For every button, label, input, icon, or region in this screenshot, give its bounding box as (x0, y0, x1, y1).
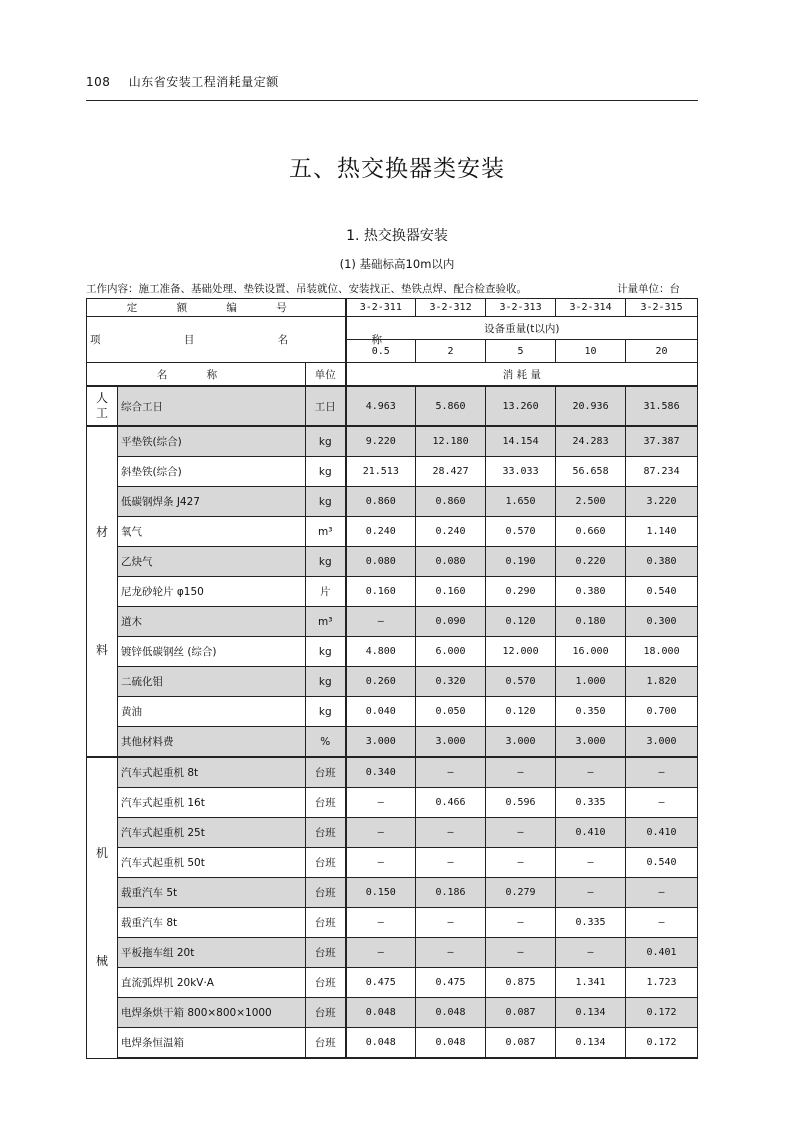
consumption-value: 0.080 (346, 547, 416, 577)
consumption-value: 87.234 (626, 457, 698, 487)
table-row (87, 968, 698, 998)
quota-table (86, 298, 698, 1059)
resource-unit: m³ (306, 607, 346, 637)
consumption-value: 0.290 (486, 577, 556, 607)
resource-unit: 片 (306, 577, 346, 607)
consumption-value: 3.000 (486, 727, 556, 758)
consumption-value: 0.240 (346, 517, 416, 547)
consumption-value: 33.033 (486, 457, 556, 487)
resource-unit: 台班 (306, 848, 346, 878)
weight-header-row (87, 317, 698, 340)
resource-unit: kg (306, 487, 346, 517)
quota-code: 3-2-313 (486, 299, 556, 317)
consumption-value: 0.340 (346, 757, 416, 788)
consumption-value: 0.335 (556, 788, 626, 818)
resource-name: 直流弧焊机 20kV·A (118, 968, 306, 998)
table-row (87, 386, 698, 426)
consumption-value: 3.000 (416, 727, 486, 758)
page-number: 108 (86, 75, 111, 89)
consumption-value: — (626, 788, 698, 818)
consumption-value: 0.180 (556, 607, 626, 637)
consumption-value: — (486, 938, 556, 968)
table-row (87, 757, 698, 788)
consumption-value: 1.000 (556, 667, 626, 697)
weight-value: 10 (556, 340, 626, 363)
consumption-value: 14.154 (486, 426, 556, 457)
consumption-value: 0.172 (626, 998, 698, 1028)
consumption-value: 56.658 (556, 457, 626, 487)
table-row (87, 1028, 698, 1059)
consumption-value: 0.260 (346, 667, 416, 697)
consumption-value: — (346, 908, 416, 938)
resource-name: 汽车式起重机 8t (118, 757, 306, 788)
resource-unit: 工日 (306, 386, 346, 426)
consumption-value: 1.140 (626, 517, 698, 547)
machinery-section (87, 757, 698, 1058)
table-row (87, 727, 698, 758)
weight-value: 2 (416, 340, 486, 363)
resource-unit: 台班 (306, 788, 346, 818)
resource-unit: 台班 (306, 818, 346, 848)
quota-code: 3-2-311 (346, 299, 416, 317)
consumption-value: 0.050 (416, 697, 486, 727)
resource-unit: 台班 (306, 938, 346, 968)
resource-name: 载重汽车 8t (118, 908, 306, 938)
resource-name: 汽车式起重机 25t (118, 818, 306, 848)
consumption-value: 0.134 (556, 998, 626, 1028)
table-row (87, 788, 698, 818)
consumption-value: 1.723 (626, 968, 698, 998)
consumption-value: 0.048 (416, 998, 486, 1028)
consumption-value: 0.090 (416, 607, 486, 637)
resource-name: 载重汽车 5t (118, 878, 306, 908)
consumption-value: 0.410 (556, 818, 626, 848)
consumption-value: 3.220 (626, 487, 698, 517)
consumption-value: — (416, 757, 486, 788)
work-content-row (86, 281, 698, 296)
resource-unit: 台班 (306, 998, 346, 1028)
consumption-value: — (556, 938, 626, 968)
consumption-value: 0.300 (626, 607, 698, 637)
table-row (87, 818, 698, 848)
consumption-value: 4.963 (346, 386, 416, 426)
consumption-value: — (416, 938, 486, 968)
resource-name: 平垫铁(综合) (118, 426, 306, 457)
table-row (87, 577, 698, 607)
consumption-value: 0.048 (346, 998, 416, 1028)
name-column-header: 名 称 (87, 363, 306, 387)
consumption-value: 0.160 (416, 577, 486, 607)
table-row (87, 457, 698, 487)
consumption-value: 9.220 (346, 426, 416, 457)
consumption-value: — (486, 848, 556, 878)
consumption-value: 18.000 (626, 637, 698, 667)
consumption-value: 12.000 (486, 637, 556, 667)
resource-unit: 台班 (306, 757, 346, 788)
consumption-value: 6.000 (416, 637, 486, 667)
quota-label: 定 额 编 号 (87, 299, 346, 317)
quota-code: 3-2-312 (416, 299, 486, 317)
table-row (87, 848, 698, 878)
consumption-value: — (486, 757, 556, 788)
consumption-value: 0.875 (486, 968, 556, 998)
sub-subsection-title: (1) 基础标高10m以内 (339, 257, 455, 271)
consumption-value: 0.380 (556, 577, 626, 607)
resource-name: 道木 (118, 607, 306, 637)
consumption-value: 20.936 (556, 386, 626, 426)
resource-unit: % (306, 727, 346, 758)
consumption-value: 0.120 (486, 607, 556, 637)
resource-unit: kg (306, 426, 346, 457)
consumption-value: 0.120 (486, 697, 556, 727)
item-name-label: 项 目 名 称 (87, 317, 346, 363)
consumption-value: 0.320 (416, 667, 486, 697)
machinery-category-label: 机 械 (87, 757, 118, 1058)
resource-unit: kg (306, 667, 346, 697)
resource-name: 其他材料费 (118, 727, 306, 758)
resource-name: 综合工日 (118, 386, 306, 426)
table-row (87, 547, 698, 577)
consumption-value: 0.160 (346, 577, 416, 607)
consumption-column-header: 消 耗 量 (346, 363, 698, 387)
resource-name: 汽车式起重机 16t (118, 788, 306, 818)
labor-section (87, 386, 698, 426)
running-header (86, 73, 279, 90)
consumption-value: 1.650 (486, 487, 556, 517)
consumption-value: 0.080 (416, 547, 486, 577)
consumption-value: — (346, 848, 416, 878)
consumption-value: 2.500 (556, 487, 626, 517)
consumption-value: 0.240 (416, 517, 486, 547)
consumption-value: 0.860 (416, 487, 486, 517)
consumption-value: 0.350 (556, 697, 626, 727)
resource-unit: kg (306, 457, 346, 487)
consumption-value: 37.387 (626, 426, 698, 457)
resource-unit: kg (306, 637, 346, 667)
weight-value: 20 (626, 340, 698, 363)
consumption-value: 0.172 (626, 1028, 698, 1059)
section-title: 五、热交换器类安装 (289, 156, 505, 182)
resource-name: 斜垫铁(综合) (118, 457, 306, 487)
work-content: 工作内容：施工准备、基础处理、垫铁设置、吊装就位、安装找正、垫铁点焊、配合检查验收。 (86, 283, 527, 295)
consumption-value: 0.700 (626, 697, 698, 727)
subsection-title: 1. 热交换器安装 (346, 228, 448, 244)
consumption-value: — (486, 818, 556, 848)
table-row (87, 667, 698, 697)
quota-code: 3-2-315 (626, 299, 698, 317)
consumption-value: — (626, 878, 698, 908)
consumption-value: 0.475 (346, 968, 416, 998)
resource-name: 平板拖车组 20t (118, 938, 306, 968)
consumption-value: 3.000 (626, 727, 698, 758)
materials-category-label: 材 料 (87, 426, 118, 757)
consumption-value: 1.820 (626, 667, 698, 697)
table-row (87, 878, 698, 908)
consumption-value: — (346, 788, 416, 818)
consumption-value: — (416, 908, 486, 938)
consumption-value: 0.860 (346, 487, 416, 517)
consumption-value: 0.087 (486, 998, 556, 1028)
resource-unit: 台班 (306, 878, 346, 908)
resource-name: 二硫化钼 (118, 667, 306, 697)
consumption-value: 0.048 (416, 1028, 486, 1059)
consumption-value: 16.000 (556, 637, 626, 667)
materials-section (87, 426, 698, 757)
weight-header: 设备重量(t以内) (346, 317, 698, 340)
table-row (87, 517, 698, 547)
consumption-value: 0.475 (416, 968, 486, 998)
resource-unit: 台班 (306, 908, 346, 938)
consumption-value: — (346, 607, 416, 637)
consumption-value: 0.279 (486, 878, 556, 908)
resource-name: 电焊条烘干箱 800×800×1000 (118, 998, 306, 1028)
consumption-value: — (556, 757, 626, 788)
resource-unit: 台班 (306, 968, 346, 998)
resource-name: 乙炔气 (118, 547, 306, 577)
consumption-value: — (626, 908, 698, 938)
resource-name: 镀锌低碳钢丝 (综合) (118, 637, 306, 667)
resource-name: 低碳钢焊条 J427 (118, 487, 306, 517)
consumption-value: 0.134 (556, 1028, 626, 1059)
consumption-value: 0.410 (626, 818, 698, 848)
resource-unit: 台班 (306, 1028, 346, 1059)
consumption-value: 24.283 (556, 426, 626, 457)
table-row (87, 938, 698, 968)
table-row (87, 426, 698, 457)
table-row (87, 607, 698, 637)
quota-code: 3-2-314 (556, 299, 626, 317)
resource-name: 电焊条恒温箱 (118, 1028, 306, 1059)
resource-name: 氧气 (118, 517, 306, 547)
table-row (87, 998, 698, 1028)
consumption-value: 0.380 (626, 547, 698, 577)
weight-value: 5 (486, 340, 556, 363)
consumption-value: — (416, 818, 486, 848)
column-header-row (87, 363, 698, 387)
consumption-value: — (556, 848, 626, 878)
resource-unit: m³ (306, 517, 346, 547)
resource-name: 黄油 (118, 697, 306, 727)
consumption-value: 4.800 (346, 637, 416, 667)
consumption-value: 5.860 (416, 386, 486, 426)
consumption-value: 0.540 (626, 577, 698, 607)
book-title: 山东省安装工程消耗量定额 (128, 75, 279, 89)
consumption-value: 0.220 (556, 547, 626, 577)
consumption-value: 3.000 (556, 727, 626, 758)
resource-name: 汽车式起重机 50t (118, 848, 306, 878)
consumption-value: 0.570 (486, 667, 556, 697)
consumption-value: 0.186 (416, 878, 486, 908)
consumption-value: 3.000 (346, 727, 416, 758)
unit-label: 计量单位：台 (617, 283, 680, 295)
consumption-value: 13.260 (486, 386, 556, 426)
resource-unit: kg (306, 697, 346, 727)
weight-value: 0.5 (346, 340, 416, 363)
consumption-value: — (626, 757, 698, 788)
consumption-value: 0.596 (486, 788, 556, 818)
consumption-value: — (416, 848, 486, 878)
consumption-value: 0.540 (626, 848, 698, 878)
consumption-value: 0.570 (486, 517, 556, 547)
consumption-value: 0.048 (346, 1028, 416, 1059)
labor-category-label: 人 工 (87, 386, 118, 426)
consumption-value: 0.040 (346, 697, 416, 727)
header-rule (86, 100, 698, 101)
consumption-value: 0.401 (626, 938, 698, 968)
consumption-value: — (346, 938, 416, 968)
consumption-value: 0.150 (346, 878, 416, 908)
table-row (87, 487, 698, 517)
consumption-value: 21.513 (346, 457, 416, 487)
consumption-value: — (556, 878, 626, 908)
consumption-value: 0.335 (556, 908, 626, 938)
consumption-value: 0.190 (486, 547, 556, 577)
unit-column-header: 单位 (306, 363, 346, 387)
table-row (87, 908, 698, 938)
consumption-value: — (346, 818, 416, 848)
consumption-value: — (486, 908, 556, 938)
consumption-value: 31.586 (626, 386, 698, 426)
table-row (87, 637, 698, 667)
table-row (87, 697, 698, 727)
quota-code-row (87, 299, 698, 317)
consumption-value: 1.341 (556, 968, 626, 998)
consumption-value: 12.180 (416, 426, 486, 457)
consumption-value: 0.466 (416, 788, 486, 818)
consumption-value: 28.427 (416, 457, 486, 487)
resource-unit: kg (306, 547, 346, 577)
consumption-value: 0.087 (486, 1028, 556, 1059)
consumption-value: 0.660 (556, 517, 626, 547)
resource-name: 尼龙砂轮片 φ150 (118, 577, 306, 607)
